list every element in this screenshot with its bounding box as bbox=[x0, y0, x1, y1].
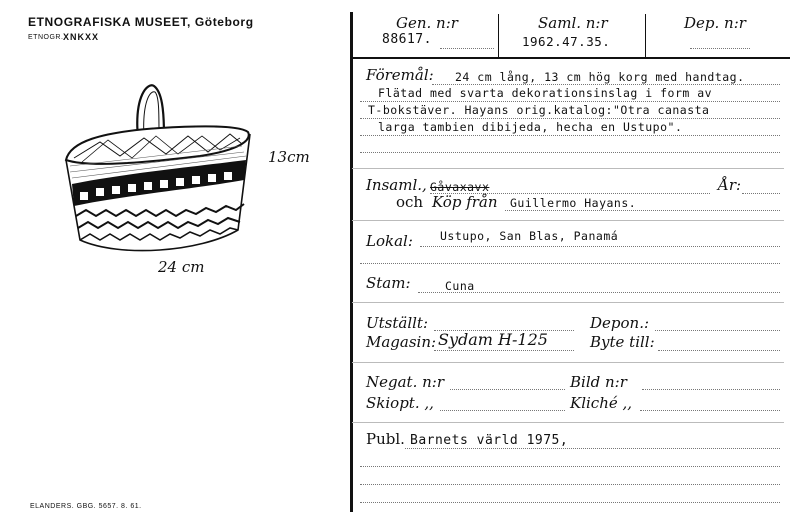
crossed-out-dept: XNKXX bbox=[63, 32, 100, 42]
header-divider bbox=[350, 57, 790, 59]
description-line-1: 24 cm lång, 13 cm hög korg med handtag. bbox=[455, 70, 745, 84]
depon-label: Depon.: bbox=[590, 314, 650, 332]
dotline-lokal-2 bbox=[360, 263, 780, 264]
stam-value: Cuna bbox=[445, 279, 475, 293]
section-divider-4 bbox=[352, 362, 784, 363]
sketch-width-label: 24 cm bbox=[158, 258, 205, 276]
insaml-crossed-value: Gåvaxavx bbox=[430, 180, 490, 194]
department-label: ETNOGR. bbox=[28, 34, 64, 41]
dotline-ar bbox=[742, 193, 780, 194]
gen-dotline bbox=[440, 48, 494, 49]
dotline-stam bbox=[418, 292, 780, 293]
byte-till-label: Byte till: bbox=[590, 333, 655, 351]
dotline-desc-2 bbox=[360, 101, 780, 102]
utstallt-label: Utställt: bbox=[366, 314, 429, 332]
publ-value: Barnets värld 1975, bbox=[410, 433, 569, 448]
gen-nr-label: Gen. n:r bbox=[396, 14, 458, 32]
saml-nr-value: 1962.47.35. bbox=[522, 34, 611, 49]
sketch-height-label: 13cm bbox=[268, 148, 310, 166]
dep-dotline bbox=[690, 48, 750, 49]
foremal-label: Föremål: bbox=[366, 66, 434, 84]
saml-nr-label: Saml. n:r bbox=[538, 14, 608, 32]
basket-sketch bbox=[60, 80, 320, 280]
lokal-label: Lokal: bbox=[366, 232, 413, 250]
dotline-desc-5 bbox=[360, 152, 780, 153]
section-divider-3 bbox=[352, 302, 784, 303]
dotline-lokal-1 bbox=[420, 246, 780, 247]
dotline-publ-3 bbox=[360, 484, 780, 485]
lokal-value: Ustupo, San Blas, Panamá bbox=[440, 229, 619, 243]
dotline-publ-1 bbox=[405, 448, 780, 449]
och-label: och bbox=[396, 193, 424, 211]
gen-nr-value: 88617. bbox=[382, 32, 432, 47]
dotline-magasin bbox=[434, 350, 574, 351]
bild-label: Bild n:r bbox=[570, 373, 627, 391]
card-left-border bbox=[350, 12, 353, 512]
stam-label: Stam: bbox=[366, 274, 411, 292]
section-divider-2 bbox=[352, 220, 784, 221]
dotline-skiopt bbox=[440, 410, 565, 411]
dotline-publ-2 bbox=[360, 466, 780, 467]
section-divider-5 bbox=[352, 422, 784, 423]
dep-nr-label: Dep. n:r bbox=[684, 14, 746, 32]
section-divider-1 bbox=[352, 168, 784, 169]
kop-fran-value: Guillermo Hayans. bbox=[510, 196, 637, 210]
dotline-publ-4 bbox=[360, 502, 780, 503]
cliche-label: Kliché ,, bbox=[570, 394, 633, 412]
magasin-label: Magasin: bbox=[366, 333, 437, 351]
dotline-cliche bbox=[640, 410, 780, 411]
printer-imprint: ELANDERS. GBG. 5657. 8. 61. bbox=[30, 503, 142, 510]
skiopt-label: Skiopt. ,, bbox=[366, 394, 434, 412]
dotline-desc-3 bbox=[360, 118, 780, 119]
ar-label: År: bbox=[718, 176, 742, 194]
publ-label: Publ. bbox=[366, 430, 405, 448]
dotline-bild bbox=[642, 389, 780, 390]
dotline-desc-4 bbox=[360, 135, 780, 136]
dotline-negat bbox=[450, 389, 565, 390]
kop-fran-label: Köp från bbox=[432, 193, 498, 211]
description-line-4: larga tambien dibijeda, hecha en Ustupo". bbox=[378, 120, 683, 134]
dotline-depon bbox=[655, 330, 780, 331]
description-line-2: Flätad med svarta dekorationsinslag i form av bbox=[378, 86, 713, 100]
museum-name: ETNOGRAFISKA MUSEET, Göteborg bbox=[28, 15, 254, 29]
negat-label: Negat. n:r bbox=[366, 373, 444, 391]
dotline-byte bbox=[658, 350, 780, 351]
header-separator-2 bbox=[645, 14, 646, 58]
description-line-3: T-bokstäver. Hayans orig.katalog:"Otra canasta bbox=[368, 103, 710, 117]
magasin-value: Sydam H-125 bbox=[438, 330, 548, 349]
dotline-desc-1 bbox=[432, 84, 780, 85]
insaml-label: Insaml., bbox=[366, 176, 427, 194]
dotline-kop bbox=[505, 210, 780, 211]
header-separator-1 bbox=[498, 14, 499, 58]
